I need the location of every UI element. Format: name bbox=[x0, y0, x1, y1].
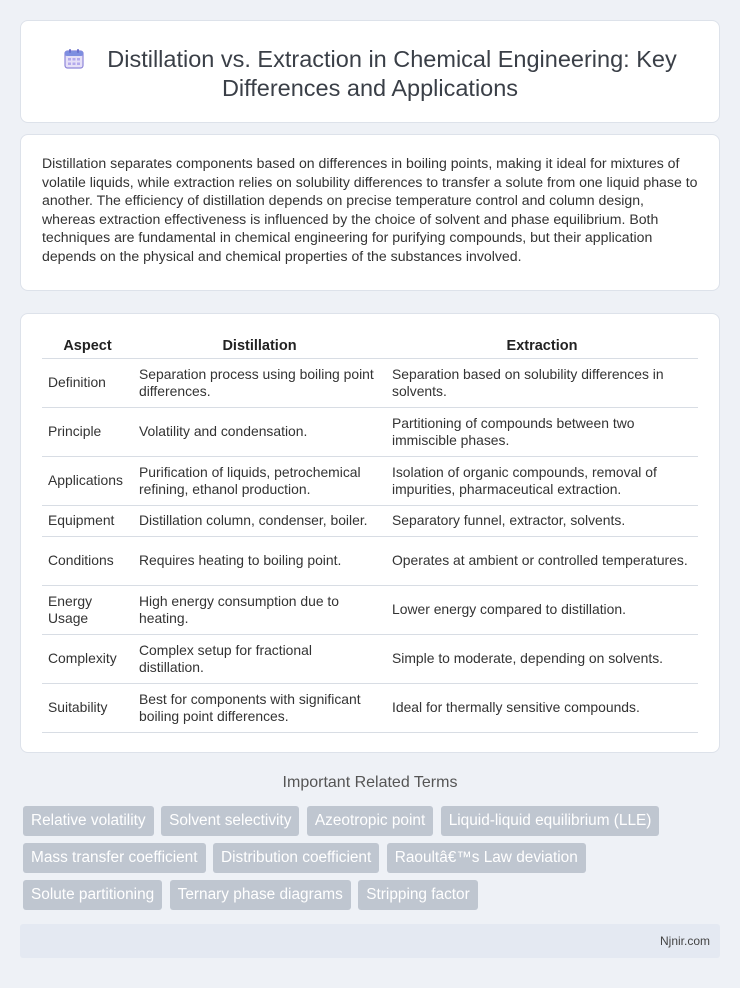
tag-azeotropic-point[interactable]: Azeotropic point bbox=[307, 806, 433, 836]
extraction-cell: Ideal for thermally sensitive compounds. bbox=[386, 683, 698, 732]
aspect-cell: Complexity bbox=[42, 634, 133, 683]
extraction-cell: Operates at ambient or controlled temperatures. bbox=[386, 536, 698, 585]
comparison-table-card bbox=[20, 313, 720, 753]
aspect-cell: Principle bbox=[42, 407, 133, 456]
extraction-cell: Partitioning of compounds between two immiscible phases. bbox=[386, 407, 698, 456]
title-card bbox=[20, 20, 720, 123]
related-terms-list bbox=[23, 806, 723, 917]
table-row bbox=[42, 536, 698, 585]
distillation-cell: Complex setup for fractional distillation. bbox=[133, 634, 386, 683]
tag-mass-transfer-coefficient[interactable]: Mass transfer coefficient bbox=[23, 843, 206, 873]
distillation-cell: Requires heating to boiling point. bbox=[133, 536, 386, 585]
aspect-cell: Definition bbox=[42, 358, 133, 407]
table-row bbox=[42, 407, 698, 456]
table-row bbox=[42, 358, 698, 407]
footer-site-link[interactable]: Njnir.com bbox=[659, 934, 710, 948]
page-title-wrap bbox=[21, 45, 719, 103]
tag-ternary-phase-diagrams[interactable]: Ternary phase diagrams bbox=[170, 880, 351, 910]
related-terms-title: Important Related Terms bbox=[282, 774, 458, 791]
footer bbox=[20, 924, 720, 958]
intro-paragraph: Distillation separates components based on differences in boiling points, making it ideal for mixtures of volatile liquids, while extraction relies on solubility differences to transfer a solute from one liquid phase to another. The efficiency of distillation depends on precise temperature control and column design, whereas extraction effectiveness is influenced by the choice of solvent and phase equilibrium. Both techniques are fundamental in chemical engineering for purifying compounds, but their application depends on the physical and chemical properties of the substances involved. bbox=[42, 155, 698, 264]
tag-relative-volatility[interactable]: Relative volatility bbox=[23, 806, 154, 836]
tag-row bbox=[23, 843, 723, 880]
table-row bbox=[42, 456, 698, 505]
extraction-cell: Lower energy compared to distillation. bbox=[386, 585, 698, 634]
extraction-cell: Separation based on solubility differences in solvents. bbox=[386, 358, 698, 407]
distillation-cell: Separation process using boiling point differences. bbox=[133, 358, 386, 407]
page-title: Distillation vs. Extraction in Chemical Engineering: Key Differences and Applications bbox=[107, 46, 677, 101]
tag-raoults-law-deviation[interactable]: Raoultâ€™s Law deviation bbox=[387, 843, 586, 873]
header-distillation: Distillation bbox=[133, 334, 386, 358]
tag-liquid-liquid-equilibrium[interactable]: Liquid-liquid equilibrium (LLE) bbox=[441, 806, 660, 836]
tag-row bbox=[23, 880, 723, 917]
aspect-cell: Suitability bbox=[42, 683, 133, 732]
table-header-row bbox=[42, 334, 698, 358]
table-row bbox=[42, 634, 698, 683]
header-aspect: Aspect bbox=[42, 334, 133, 358]
calendar-icon bbox=[63, 48, 85, 70]
extraction-cell: Isolation of organic compounds, removal of impurities, pharmaceutical extraction. bbox=[386, 456, 698, 505]
aspect-cell: Applications bbox=[42, 456, 133, 505]
tag-solvent-selectivity[interactable]: Solvent selectivity bbox=[161, 806, 299, 836]
header-extraction: Extraction bbox=[386, 334, 698, 358]
tag-stripping-factor[interactable]: Stripping factor bbox=[358, 880, 478, 910]
extraction-cell: Separatory funnel, extractor, solvents. bbox=[386, 505, 698, 536]
comparison-table bbox=[42, 334, 698, 733]
distillation-cell: Volatility and condensation. bbox=[133, 407, 386, 456]
table-row bbox=[42, 683, 698, 732]
distillation-cell: Purification of liquids, petrochemical refining, ethanol production. bbox=[133, 456, 386, 505]
tag-row bbox=[23, 806, 723, 843]
table-row bbox=[42, 585, 698, 634]
tag-solute-partitioning[interactable]: Solute partitioning bbox=[23, 880, 162, 910]
distillation-cell: Distillation column, condenser, boiler. bbox=[133, 505, 386, 536]
table-row bbox=[42, 505, 698, 536]
tag-distribution-coefficient[interactable]: Distribution coefficient bbox=[213, 843, 379, 873]
intro-card bbox=[20, 134, 720, 291]
aspect-cell: Energy Usage bbox=[42, 585, 133, 634]
extraction-cell: Simple to moderate, depending on solvents. bbox=[386, 634, 698, 683]
distillation-cell: High energy consumption due to heating. bbox=[133, 585, 386, 634]
distillation-cell: Best for components with significant boiling point differences. bbox=[133, 683, 386, 732]
aspect-cell: Equipment bbox=[42, 505, 133, 536]
aspect-cell: Conditions bbox=[42, 536, 133, 585]
